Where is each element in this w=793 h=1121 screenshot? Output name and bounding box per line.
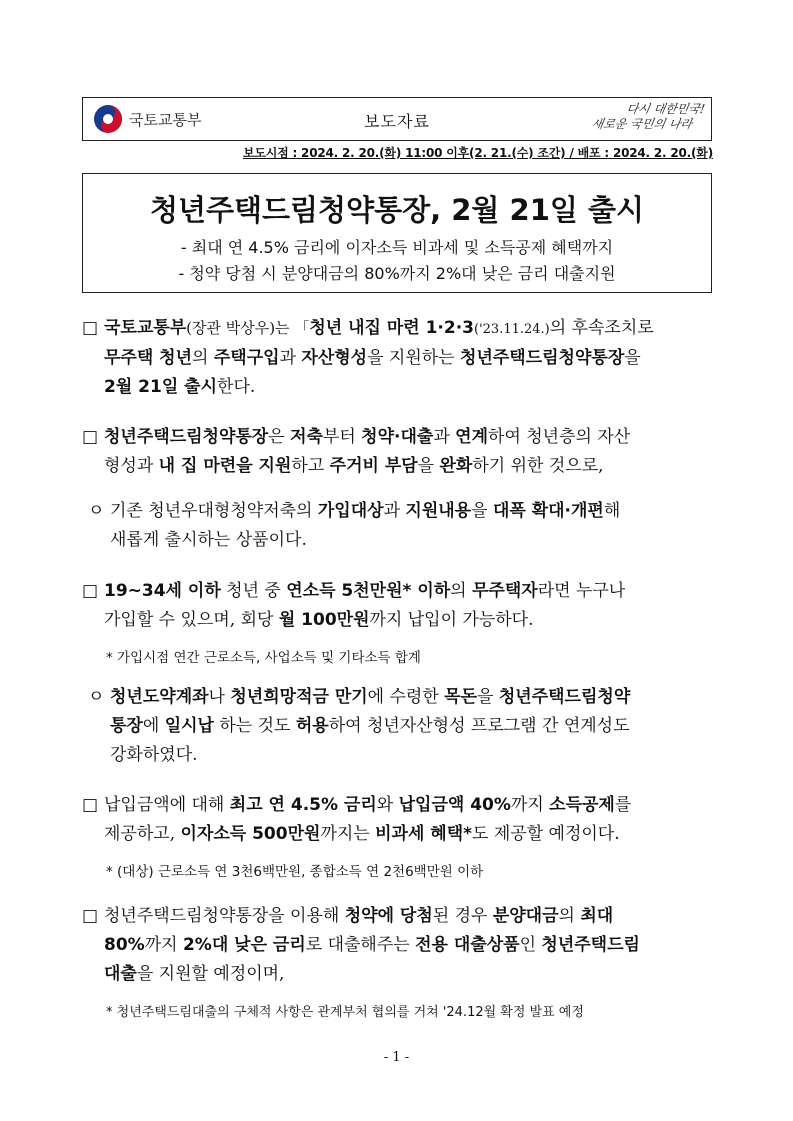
text: 에 (142, 716, 165, 736)
text-bold: 납입금액 40% (398, 795, 511, 815)
text-bold: 주택구입 (213, 348, 280, 368)
text: 하기 위한 것으로, (472, 456, 604, 476)
text-bold: 2%대 낮은 금리 (182, 935, 306, 955)
text: 도 제공할 예정이다. (472, 824, 620, 844)
text: 나 (208, 687, 231, 707)
text-bold: 이자소득 500만원 (180, 824, 321, 844)
paragraph-1 (82, 314, 722, 402)
text-bold: 최대 (580, 906, 614, 926)
text: 을 (477, 687, 499, 707)
text: 청년 중 (220, 581, 287, 601)
text-bold: 청약·대출 (361, 427, 434, 447)
paragraph-1-line-1 (82, 314, 722, 344)
paragraph-4 (82, 791, 722, 849)
footnote-3: * 청년주택드림대출의 구체적 사항은 관계부처 협의를 거쳐 '24.12월 확정 발표 예정 (106, 1005, 584, 1020)
sub-paragraph-2 (88, 497, 718, 555)
sub-paragraph-3-line-3 (88, 741, 718, 770)
text-bold: 청년주택드림 (541, 935, 640, 955)
text-bold: 무주택 청년 (104, 348, 193, 368)
text-bold: 80% (104, 935, 145, 955)
text: 의 (450, 581, 472, 601)
text: 과 (383, 501, 406, 521)
text: 까지 납입이 가능하다. (369, 610, 534, 630)
text-bold: 청년도약계좌 (110, 687, 209, 707)
bullet-square-icon: □ (82, 427, 99, 447)
text: 까지는 (320, 824, 376, 844)
bullet-square-icon: □ (82, 318, 99, 338)
text: 까지 (144, 935, 183, 955)
paragraph-4-line-2 (82, 820, 722, 849)
sub-paragraph-2-line-2 (88, 526, 718, 555)
text-bold: 대폭 확대·개편 (492, 501, 604, 521)
paragraph-2 (82, 423, 722, 481)
press-header (82, 97, 712, 141)
text: 부터 (322, 427, 362, 447)
text-bold: 무주택자 (472, 581, 538, 601)
text-bold: 자산형성 (301, 348, 368, 368)
sub-paragraph-3-line-1 (88, 683, 718, 712)
text: 형성과 (104, 456, 159, 476)
paragraph-3-line-1 (82, 577, 722, 606)
text-bold: 지원내용 (405, 501, 472, 521)
text: 를 (614, 795, 632, 815)
text: 하고 (291, 456, 330, 476)
text: 제공하고, (104, 824, 181, 844)
paragraph-2-line-1 (82, 423, 722, 452)
document-type: 보도자료 (364, 112, 430, 131)
text: 라면 누구나 (537, 581, 626, 601)
text: 납입금액에 대해 (104, 795, 230, 815)
text: 된 경우 (432, 906, 493, 926)
text-bold: 국토교통부 (104, 318, 187, 338)
text: (장관 박상우)는 「 (186, 319, 310, 337)
text-bold: 월 100만원 (278, 610, 370, 630)
text: 에 수령한 (367, 687, 445, 707)
text-bold: 일시납 (164, 716, 214, 736)
text: 하여 청년층의 자산 (488, 427, 631, 447)
text-bold: 청년주택드림청약통장 (104, 427, 269, 447)
paragraph-5-line-3 (82, 960, 722, 989)
text-bold: 청약에 당첨 (344, 906, 433, 926)
paragraph-2-line-2 (82, 452, 722, 481)
text: 의 (558, 906, 581, 926)
text: ('23.11.24.) (474, 322, 550, 337)
text: 한다. (217, 377, 256, 397)
text: 로 대출해주는 (305, 935, 416, 955)
subtitle-1: - 최대 연 4.5% 금리에 이자소득 비과세 및 소득공제 혜택까지 (180, 238, 614, 257)
sub-paragraph-2-line-1 (88, 497, 718, 526)
text-bold: 연계 (455, 427, 489, 447)
title-box (82, 173, 712, 293)
text: 해 (603, 501, 621, 521)
text: 의 (192, 348, 214, 368)
text-bold: 19~34세 이하 (104, 581, 221, 601)
text: 와 (376, 795, 399, 815)
text: 청년주택드림청약통장을 이용해 (104, 906, 345, 926)
text: 인 (519, 935, 542, 955)
text: 을 (471, 501, 493, 521)
text: 과 (433, 427, 456, 447)
paragraph-4-line-1 (82, 791, 722, 820)
page-title: 청년주택드림청약통장, 2월 21일 출시 (149, 193, 645, 227)
text-bold: 청년주택드림청약통장 (460, 348, 625, 368)
text: 새롭게 출시하는 상품이다. (110, 530, 307, 550)
text-bold: 비과세 혜택* (375, 824, 473, 844)
text: 하는 것도 (213, 716, 296, 736)
text-bold: 연소득 5천만원* 이하 (286, 581, 451, 601)
text: 까지 (510, 795, 550, 815)
text-bold: 목돈 (444, 687, 478, 707)
page-number: - 1 - (383, 1050, 410, 1065)
text-bold: 허용 (295, 716, 329, 736)
bullet-circle-icon: ㅇ (88, 687, 105, 707)
slogan-line-2: 새로운 국민의 나라 (590, 117, 694, 131)
sub-paragraph-3 (88, 683, 718, 770)
text-bold: 주거비 부담 (329, 456, 418, 476)
text-bold: 분양대금 (492, 906, 559, 926)
text-bold: 청년 내집 마련 1·2·3 (309, 318, 475, 338)
bullet-circle-icon: ㅇ (88, 501, 105, 521)
text: 을 지원하는 (367, 348, 461, 368)
footnote-2: * (대상) 근로소득 연 3천6백만원, 종합소득 연 2천6백만원 이하 (106, 864, 484, 880)
text: 을 지원할 예정이며, (136, 964, 285, 984)
text-bold: 대출 (104, 964, 137, 984)
paragraph-1-line-3 (82, 373, 722, 402)
text-bold: 청년희망적금 만기 (230, 687, 368, 707)
text: 의 후속조치로 (549, 318, 654, 338)
text-bold: 최고 연 4.5% 금리 (229, 795, 377, 815)
bullet-square-icon: □ (82, 906, 99, 926)
text-bold: 완화 (439, 456, 473, 476)
slogan (582, 102, 706, 136)
paragraph-3-line-2 (82, 606, 722, 635)
text: 은 (268, 427, 291, 447)
text-bold: 청년주택드림청약 (498, 687, 631, 707)
text-bold: 저축 (290, 427, 323, 447)
bullet-square-icon: □ (82, 795, 99, 815)
paragraph-5-line-2 (82, 931, 722, 960)
paragraph-5-line-1 (82, 902, 722, 931)
slogan-line-1: 다시 대한민국! (625, 102, 706, 116)
text: 을 (417, 456, 440, 476)
sub-paragraph-3-line-2 (88, 712, 718, 741)
paragraph-5 (82, 902, 722, 989)
text-bold: 통장 (110, 716, 143, 736)
text-bold: 가입대상 (317, 501, 384, 521)
text: 강화하였다. (110, 745, 198, 765)
bullet-square-icon: □ (82, 581, 99, 601)
text: 과 (279, 348, 302, 368)
ministry-name: 국토교통부 (129, 110, 202, 129)
text-bold: 2월 21일 출시 (104, 377, 218, 397)
text: 하여 청년자산형성 프로그램 간 연계성도 (328, 716, 630, 736)
text: 가입할 수 있으며, 회당 (104, 610, 279, 630)
embargo-line: 보도시점 : 2024. 2. 20.(화) 11:00 이후(2. 21.(수) 조간) / 배포 : 2024. 2. 20.(화) (242, 146, 713, 160)
text-bold: 내 집 마련을 지원 (158, 456, 292, 476)
footnote-1: * 가입시점 연간 근로소득, 사업소득 및 기타소득 합계 (106, 650, 421, 666)
text-bold: 전용 대출상품 (415, 935, 520, 955)
text: 기존 청년우대형청약저축의 (110, 501, 318, 521)
text-bold: 소득공제 (549, 795, 615, 815)
paragraph-3 (82, 577, 722, 635)
paragraph-1-line-2 (82, 344, 722, 373)
text: 을 (624, 348, 641, 368)
subtitle-2: - 청약 당첨 시 분양대금의 80%까지 2%대 낮은 금리 대출지원 (178, 264, 616, 283)
